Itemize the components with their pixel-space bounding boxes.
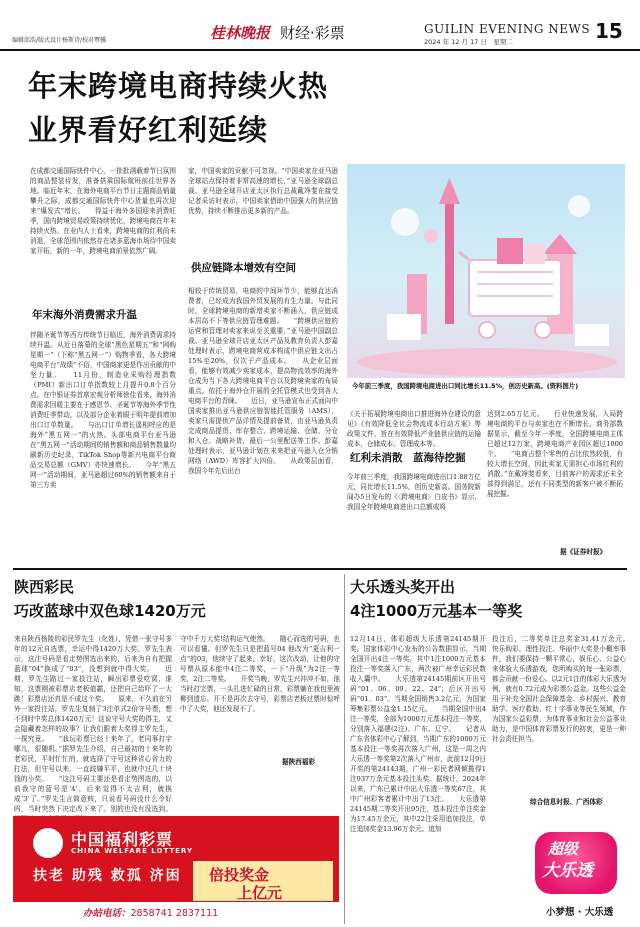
lottery-left-title1: 陕西彩民 [14,578,75,596]
page-number: 15 [595,19,623,43]
article-col1-intro: 在成都交通国际快件中心，一批批满载着节日氛围的商品整装待发，准备搭乘国际航班前往世界各地。临近年末，在海外电商平台节日主题商品销量攀升之际，成都交通国际快件中心货量也再次迎来“爆发式”增长。 得益于海外多国迎来消费旺季，国内跨境贸易政策持续优化，跨境电商在年末持续火热。在业内人士看来，跨境电商的红利尚未消退，全球范围内依然存在诸多蓝海市场待中国卖家开拓，新的一年，跨境电商前景依然广阔。 [30,167,176,256]
newspaper-logo: 桂林晚报 [210,24,271,42]
section-divider [13,568,627,570]
header-credits: 编辑邱浩/版式设计杨斯诗/校对覃骥 [12,37,107,44]
bonus-line2: 上亿元 [237,884,283,902]
lottery-left-col1: 来自陕西杨陵的彩民罗先生（化姓），凭借一张守号多年的12元自选票，幸运中得1420万大奖。罗先生表示，这注号码是看走势图选出来的，后来为自有把握蓝球“04”换成了“03”，没想到就中得大奖。 近期，罗先生路过一家投注站，瞬出彩票爱吃窝，谁知，这票刚被彩票店老板值霸，还把自己给吓了一大跳！彩票店还真是不成这个奖。 原来，不久前在另外一家投注站，罗先生复制了3注单式2倍守号票，想不到时中奖总体1420万元！这说守号大奖的得主，又会隐藏着怎样的故事？让我们跟着大奖得主罗先生，一探究竟。 “我玩彩票已经十来年了，老同事打字哪儿，很随机。”据罗先生介绍，自己最初的十来年的老彩民，平时忙忙的，就选择了守号这种省心省力的打法，但守号以来，一直歧嫌平平，也就中过几十块钱的小奖。 “这注号码主要还是看走势图选的，以前我守的蓝号是‘4’，后来觉得不太吉利，就换成‘3’了。”罗先生言简意赅，只说看号码没什么令好吗，当时突然下决定改下来了。别的也没有没选到。 [14,635,172,814]
main-headline-line1: 年末跨境电商持续火热 [28,69,329,103]
ad-phone-label: 办站电话： [83,908,131,919]
ad-slogan: 扶老 助残 救孤 济困 [33,868,182,884]
newspaper-name-en: GUILIN EVENING NEWS [424,22,591,36]
shopping-cart-illustration [347,164,625,378]
article-col2-top: 家，中国卖家的贡献不可忽视。“中国卖家在亚马逊全球站点保持着非常高速的增长，”亚马逊全球副总裁、亚马逊全球开店亚太区执行总裁戴竫斐在接受记者采访时表示，中国卖家借助中国强大的供应链优势，持续不断推出更多新的产品。 [188,167,338,216]
lottery-left-source: 据陕西福彩 [282,758,315,766]
lottery-right-title2: 4注1000万元基本一等奖 [350,602,523,620]
article-col3-body: 今年前三季度，我国跨境电商进出口1.88万亿元，同比增长11.5%，创历史新高。国务院新闻办5日发布的《〈跨境电商〉白皮书》显示，我国全年跨境电商进出口总额或将 [347,473,481,512]
welfare-lottery-logo-icon [33,828,63,858]
bonus-line1: 倍投奖金 [209,866,270,884]
section-name: 财经·彩票 [280,24,345,42]
lottery-right-col2: 投注后，二等奖单注总奖金31.41万余元。 快乐购彩，理性投注。华丽中大奖是小概率事件，我们要保持一颗平常心，娱乐心、公益心来体验大乐透游戏，您所购买的每一张彩票，都会贡献一份爱心。以2元1注的体彩大乐透为例，就有0.72元成为彩票公益金。这些公益金用于补充全国社会保障基金、乡村振兴、教育助学、医疗救助、红十字事业等民生领域，作为国家公益彩票，为体育事业和社会公益事业助力，是中国体育彩票发行的初衷，更是一种社会责任担当。 [492,635,640,744]
super-lotto-logo-line2: 大乐透 [542,861,593,881]
photo-caption: 今年前三季度，我国跨境电商进出口同比增长11.5%，创历史新高。(资料图片) [352,382,579,390]
lottery-right-source: 综合信息时报、广西体彩 [530,798,603,806]
header-rule [0,49,640,51]
article-source: 据《证券时报》 [560,548,607,556]
ecommerce-illustration [347,164,625,378]
column-divider [344,574,345,924]
lottery-right-title1: 大乐透头奖开出 [350,578,456,596]
subheading-1: 年末海外消费需求升温 [32,309,137,321]
welfare-lottery-ad [13,816,339,920]
ad-brand: 中国福利彩票 [71,830,174,849]
article-col2-body: 相较于传统贸易，电商的中间环节少，能够直达消费者，已经成为我国外贸发展的有生力量。与此同时，全球跨境电商的新增卖家不断涌入，供应链成本居高不下等供应链管理难题。 “跨境供应链的运营和管理对卖家来说至关重要，”亚马逊中国副总裁、亚马逊全球开店亚太区产品及教育负责人彭嘉处理时表示，跨境电商营成本构成中供应链支出占15%至20%，仅次于产品成本。 从企业层面看，能够有效减少卖家成本，提高物流效率的海外仓成为当下各大跨境电商平台以及跨境卖家的布局重点。依托于海外仓开展的全托管模式也受到各大电商平台的青睐。 近日，亚马逊宣布正式面向中国卖家推出亚马逊供应链智能托管服务（AMS），卖家只需提供产品详情及提前备货，由亚马逊负责完成商品提货、库存整合、跨境运输、仓储、分仓和入仓、战略补货，最后一公里配送等工作。彭嘉处理时表示，亚马逊计划在未来把亚马逊入仓分销网络（AWD）库容扩大四倍。 从政策层面看，我国今年先后出台 [188,287,338,476]
lottery-left-title2: 巧改蓝球中双色球1420万元 [14,602,206,620]
lottery-left-col2: 守中千万大奖!结构运气使然。 随心而选的号码，也可以看懂。但罗先生只是把蓝号04 他改为“更吉利一点”的03，他续守了起来。幸好，这次改动，让他的守号票从原本能中4注二等奖，一下“升级”为2注一等奖，2注二等奖。 开奖当晚，罗先生兴冲冲不如，他当时打完票，一头扎进忙碌的日常，彩票躺在我包里被柳到遗忘。开不是再次去守号，彩票店老板过票时惊呼中了大奖，他还发现不了。 [180,635,340,714]
main-headline-line2: 业界看好红利延续 [28,113,269,147]
lottery-right-col1: 12月14日，体彩超级大乐透第24145期开奖。国家体彩中心发布的公告数据显示，当期全国开出4注一等奖，其中1注1000万元基本投注一等奖落入广东，两次被广州幸运彩民数收入囊中。 大乐透第24145期前区开出号码“01、06、09、22、24”；后区开出号码“01、03”。当期全国销售3.2亿元，为国家筹集彩票公益金1.15亿元。 当期全国中出4注一等奖，全部为1000万元基本投注一等奖，分别落入福建(2注)、广东、辽宁。 记者从广东省体彩中心了解到，当期广东的1000万元基本投注一等奖再次落入广州，这是一周之内大乐透一等奖第2次落入广州市，此前12月9日开奖的第24143期，广州一彩民者网倾揽得1注937万余元基本投注头奖。据统计，2024年以来，广东已累计中出大乐透一等奖67注，其中广州彩客者累计中出了13注。 大乐透第24145期二等奖开出95注，基本投注单注奖金为17.45万余元，其中22注采用追加投注，单注追加奖金13.96万余元。追加 [350,635,486,834]
super-lotto-logo-line1: 超级 [548,840,579,858]
ad-phone [83,905,218,919]
article-col4-body: 达到2.65万亿元。 行业快速发展，入局跨境电商的平台与卖家也在不断增长，商务部数据显示，截至今年一季度，全国跨境电商主体已超过12万家，跨境电商产业园区超过1000个。 “电商占整个零售的占比依然较低，有较大增长空间，因此卖家无需担心市场红利的消散。”在戴竫斐看来，目前客户的需求还未全部得到满足，还有不同类型的新客户被不断拓展挖掘。 [487,410,623,499]
issue-date: 2024 年 12 月 17 日 星期二 [424,38,513,46]
ad-brand-en: CHINA WELFARE LOTTERY [71,847,194,855]
subheading-2: 供应链降本增效有空间 [191,262,296,274]
article-col1-body: 伴随圣诞节等西方传统节日临近，海外消费需求持续升温。从近日落幕的全球“黑色星期五”和“网购星期一”（下称“黑五网一”）购物季看，各大跨境电商平台“战绩”不俗，中国商家更是作出贡献的中坚力量。 11月份，制造业采购经理指数（PMI）新出口订单指数较上月提升0.8个百分点。在中银证券首席宏观分析师徐佳看来，海外消费需求回暖主要在于感恩节、圣诞节等海外季节性消费旺季带动，以及部分企业着眼于明年提前增加出口订单数量。 与出口订单增长遥相呼应的是海外“黑五网一”的火热。头部电商平台亚马逊在“黑五网一”活动期间的销售额和商品销售数量均刷新历史纪录，TikTok Shop等新兴电商平台商品交易总额（GMV）亦快速增长。 今年“黑五网一”活动期间，亚马逊超过60%的销售额来自于第三方卖 [30,331,176,490]
subheading-3: 红利未消散 蓝海待挖掘 [350,452,466,464]
ad-phone-number: 2858741 2837111 [130,908,219,919]
article-col3-top: 《关于拓展跨境电商出口推进海外仓建设的意见》《有效降低全社会物流成本行动方案》等政策文件，旨在有效降低产业链供应链的运输成本、仓储成本、管理成本等。 [347,410,481,449]
super-lotto-slogan: 小梦想 · 大乐透 [546,907,614,918]
